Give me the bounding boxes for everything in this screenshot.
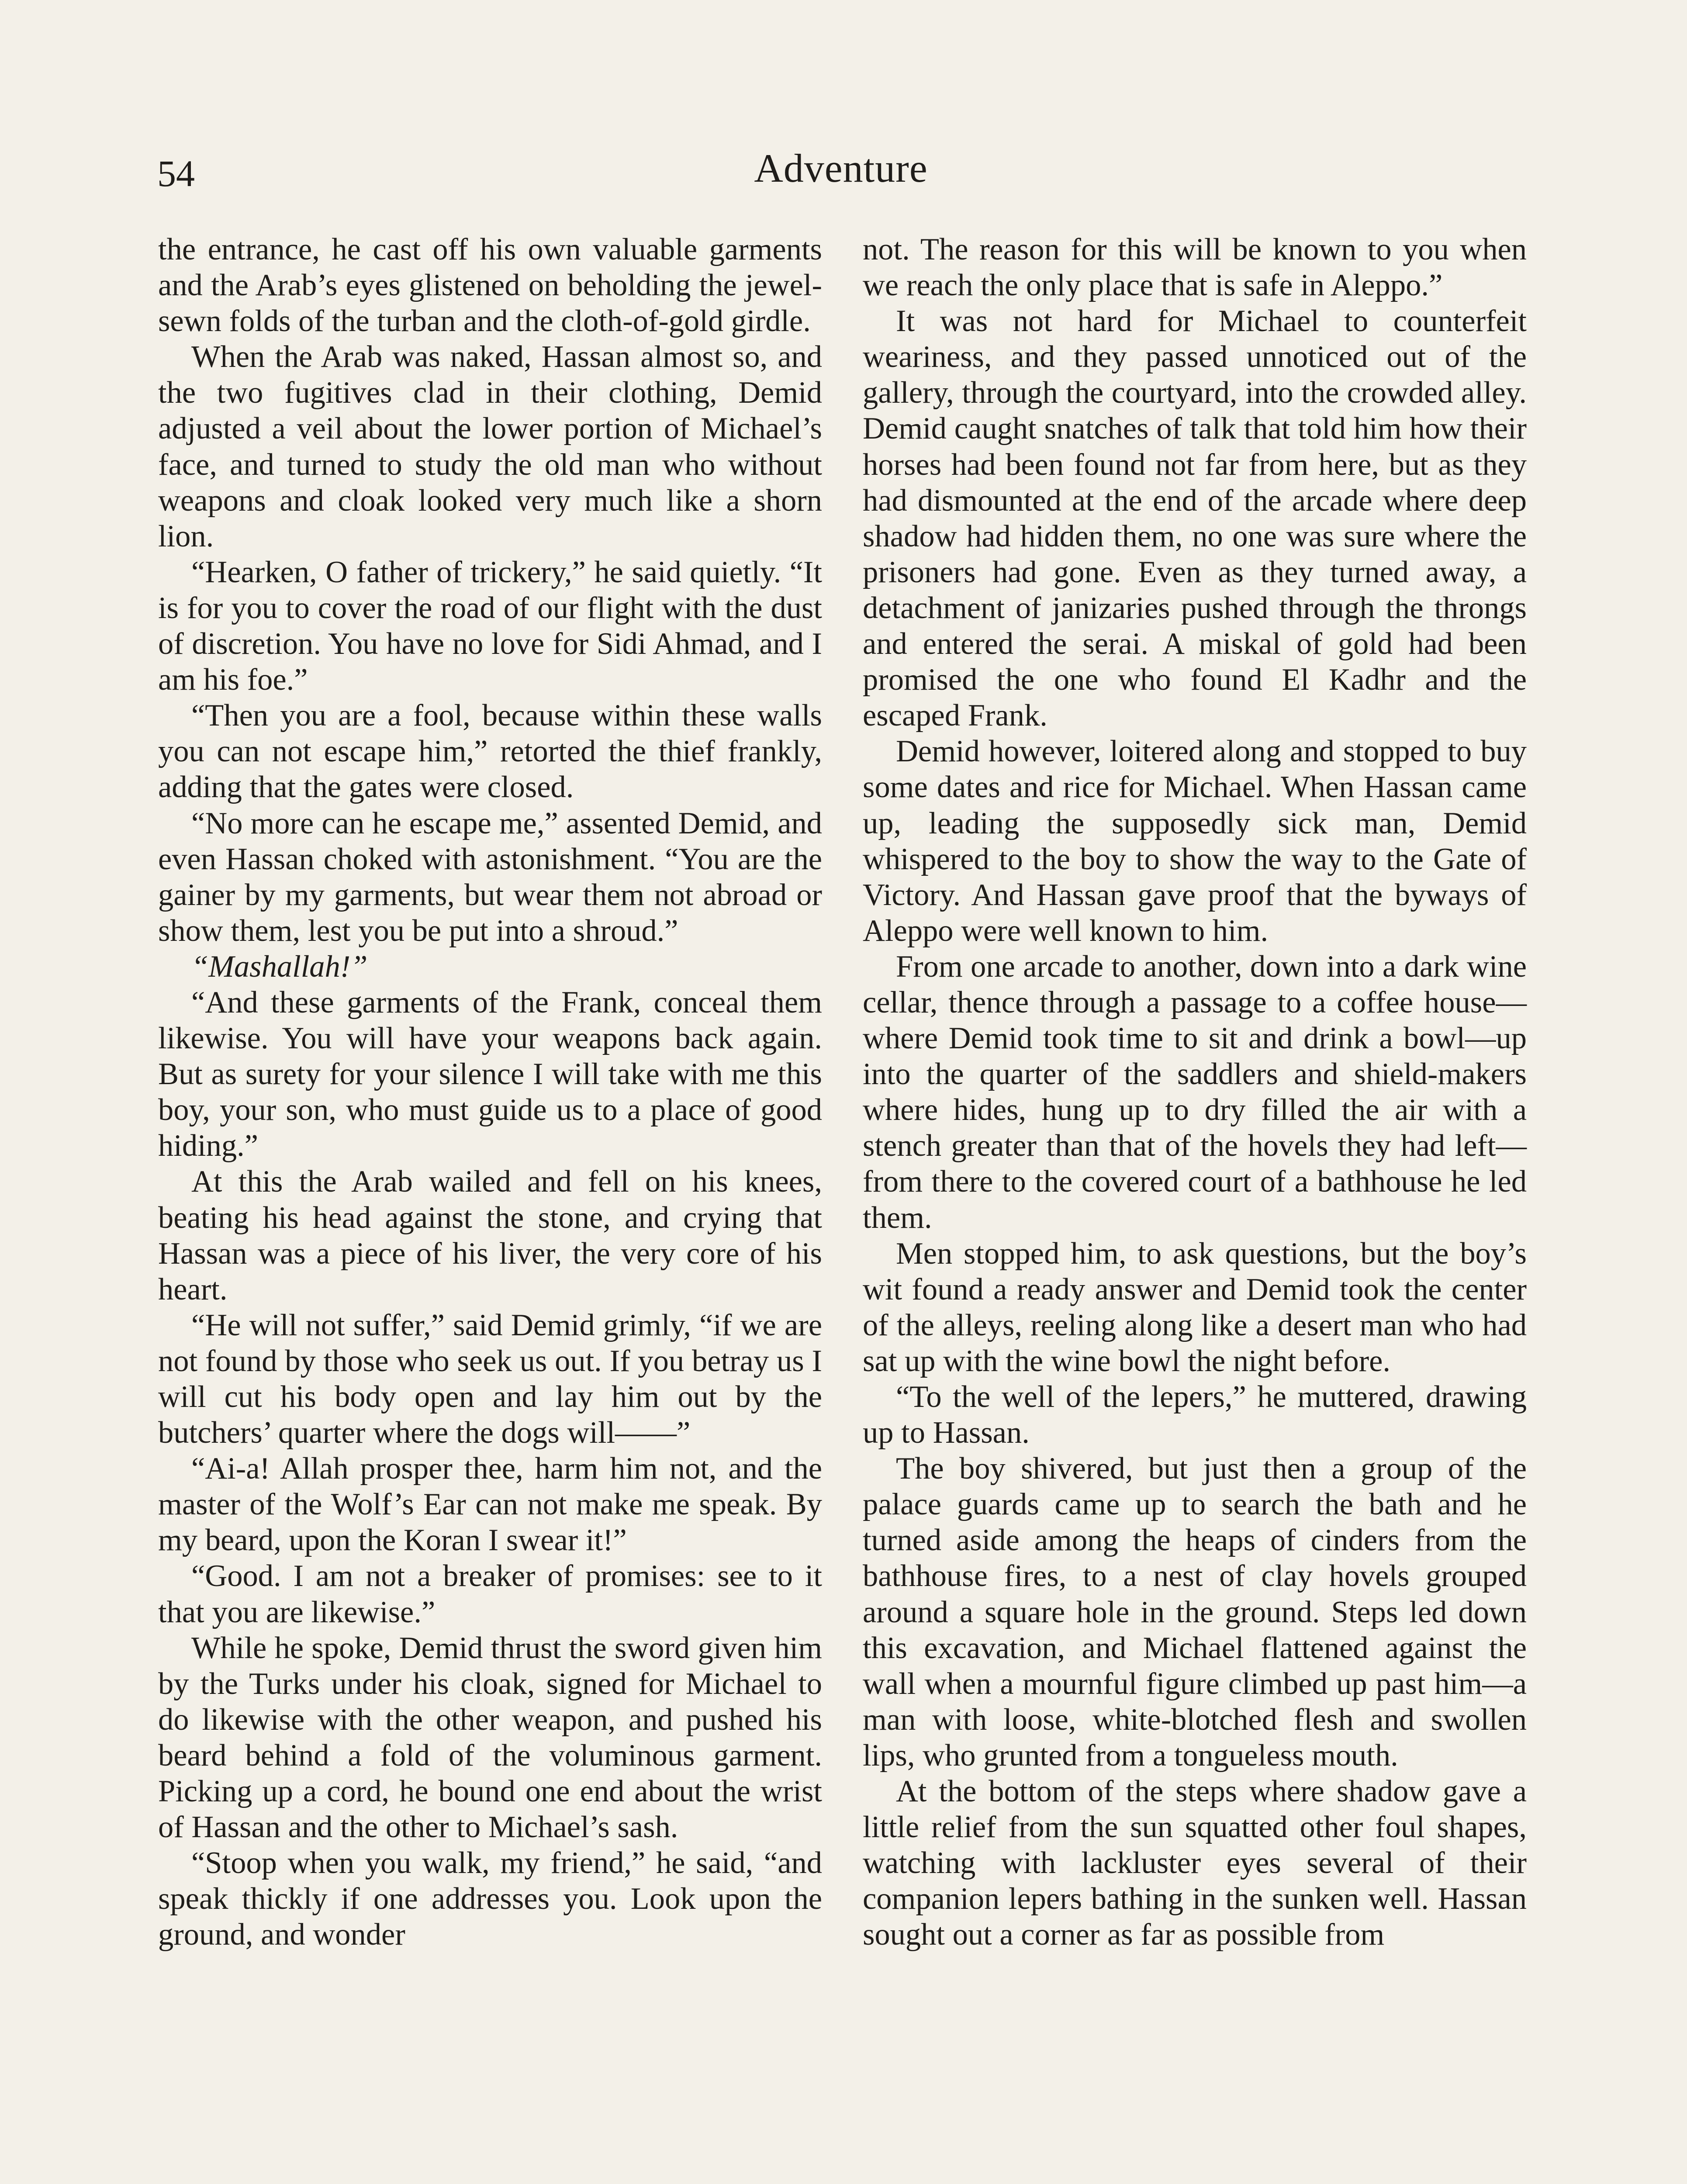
page-number: 54 [157, 152, 195, 194]
paragraph: “Then you are a fool, because within these walls you can not escape him,” retorted the thief frankly, adding that the gates were closed. [158, 698, 822, 805]
paragraph: “Good. I am not a breaker of promises: see to it that you are likewise.” [158, 1559, 822, 1629]
paragraph: At the bottom of the steps where shadow gave a little relief from the sun squatted other foul shapes, watching with lackluster eyes several of their companion lepers bathing in the sunken well. Hassan sought out a corner as far as possible from [863, 1774, 1527, 1952]
paragraph: From one arcade to another, down into a dark wine cellar, thence through a passage to a coffee house—where Demid took time to sit and drink a bowl—up into the quarter of the saddlers and shield-makers where hides, hung up to dry filled the air with a stench greater than that of the hovels they had left—from there to the covered court of a bathhouse he led them. [863, 949, 1527, 1235]
paragraph: “To the well of the lepers,” he muttered, drawing up to Hassan. [863, 1380, 1527, 1450]
running-title: Adventure [754, 146, 928, 190]
paragraph: “No more can he escape me,” assented Demid, and even Hassan choked with astonishment. “You are the gainer by my garments, but wear them not abroad or show them, lest you be put into a shroud.” [158, 806, 822, 948]
page-header [157, 144, 1525, 210]
paragraph: “Mashallah!” [191, 949, 368, 984]
paragraph: At this the Arab wailed and fell on his knees, beating his head against the stone, and crying that Hassan was a piece of his liver, the very core of his heart. [158, 1165, 822, 1306]
right-column [863, 232, 1527, 1953]
left-column [158, 232, 822, 1953]
paragraph: “He will not suffer,” said Demid grimly, “if we are not found by those who seek us out. If you betray us I will cut his body open and lay him out by the butchers’ quarter where the dogs will——” [158, 1308, 822, 1450]
paragraph: “Stoop when you walk, my friend,” he said, “and speak thickly if one addresses you. Look upon the ground, and wonder [158, 1846, 822, 1952]
paragraph: It was not hard for Michael to counterfeit weariness, and they passed unnoticed out of the gallery, through the courtyard, into the crowded alley. Demid caught snatches of talk that told him how their horses had been found not far from here, but as they had dismounted at the end of the arcade where deep shadow had hidden them, no one was sure where the prisoners had gone. Even as they turned away, a detachment of janizaries pushed through the throngs and entered the serai. A miskal of gold had been promised the one who found El Kadhr and the escaped Frank. [863, 304, 1527, 733]
paragraph: While he spoke, Demid thrust the sword given him by the Turks under his cloak, signed for Michael to do likewise with the other weapon, and pushed his beard behind a fold of the voluminous garment. Picking up a cord, he bound one end about the wrist of Hassan and the other to Michael’s sash. [158, 1631, 822, 1845]
paragraph: The boy shivered, but just then a group of the palace guards came up to search the bath and he turned aside among the heaps of cinders from the bathhouse fires, to a nest of clay hovels grouped around a square hole in the ground. Steps led down this excavation, and Michael flattened against the wall when a mournful figure climbed up past him—a man with loose, white-blotched flesh and swollen lips, who grunted from a tongueless mouth. [863, 1451, 1527, 1773]
paragraph: “Ai-a! Allah prosper thee, harm him not, and the master of the Wolf’s Ear can not make me speak. By my beard, upon the Koran I swear it!” [158, 1451, 822, 1558]
paragraph: Men stopped him, to ask questions, but the boy’s wit found a ready answer and Demid took the center of the alleys, reeling along like a desert man who had sat up with the wine bowl the night before. [863, 1236, 1527, 1378]
paragraph: “Hearken, O father of trickery,” he said quietly. “It is for you to cover the road of our flight with the dust of discretion. You have no love for Sidi Ahmad, and I am his foe.” [158, 555, 822, 697]
paragraph: the entrance, he cast off his own valuable garments and the Arab’s eyes glistened on beholding the jewel-sewn folds of the turban and the cloth-of-gold girdle. [158, 232, 822, 339]
paragraph: Demid however, loitered along and stopped to buy some dates and rice for Michael. When Hassan came up, leading the supposedly sick man, Demid whispered to the boy to show the way to the Gate of Victory. And Hassan gave proof that the byways of Aleppo were well known to him. [863, 734, 1527, 948]
paragraph: When the Arab was naked, Hassan almost so, and the two fugitives clad in their clothing, Demid adjusted a veil about the lower portion of Michael’s face, and turned to study the old man who without weapons and cloak looked very much like a shorn lion. [158, 340, 822, 553]
paragraph: not. The reason for this will be known to you when we reach the only place that is safe in Aleppo.” [863, 232, 1527, 303]
paragraph: “And these garments of the Frank, conceal them likewise. You will have your weapons back again. But as surety for your silence I will take with me this boy, your son, who must guide us to a place of good hiding.” [158, 985, 822, 1163]
